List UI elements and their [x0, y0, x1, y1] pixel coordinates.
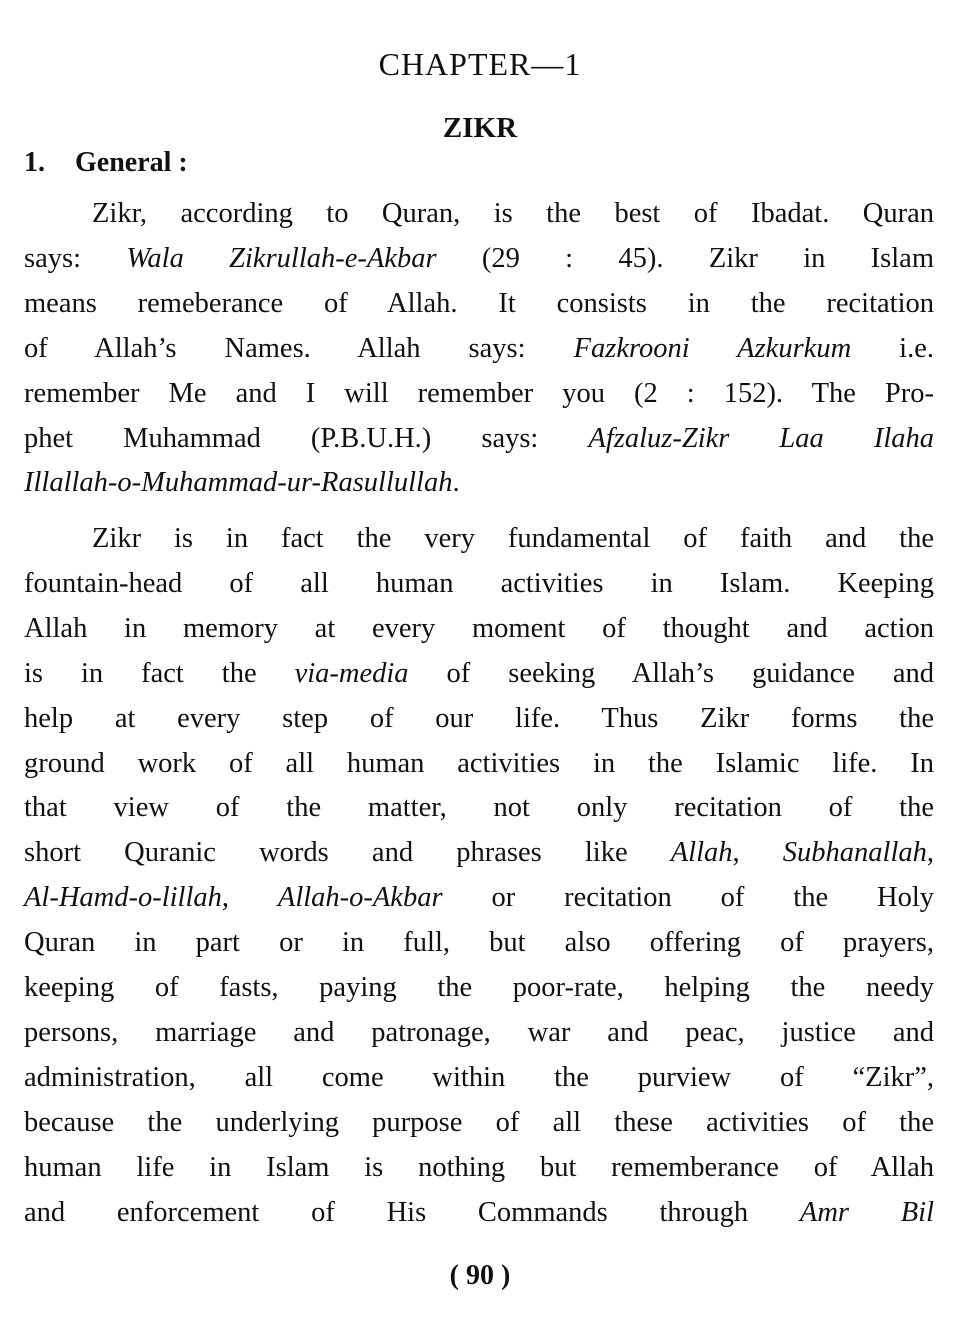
text-line: that view of the matter, not only recitation of the: [24, 792, 934, 824]
text-line: Zikr is in fact the very fundamental of faith and the: [92, 523, 934, 554]
text-line: Illallah-o-Muhammad-ur-Rasullullah.: [24, 467, 460, 499]
text-line: of Allah’s Names. Allah says: Fazkrooni Azkurkum i.e.: [24, 332, 934, 364]
subsection-number: 1.: [24, 147, 45, 178]
text-line: human life in Islam is nothing but rememberance of Allah: [24, 1151, 934, 1183]
text-line: short Quranic words and phrases like Allah, Subhanallah,: [24, 837, 934, 869]
text-line: Zikr, according to Quran, is the best of Ibadat. Quran: [92, 198, 934, 229]
text-line: fountain-head of all human activities in Islam. Keeping: [24, 567, 934, 599]
text-line: phet Muhammad (P.B.U.H.) says: Afzaluz-Zikr Laa Ilaha: [24, 422, 934, 454]
text-line: Al-Hamd-o-lillah, Allah-o-Akbar or recitation of the Holy: [24, 882, 934, 914]
subsection-heading: [24, 147, 188, 179]
chapter-title: CHAPTER—1: [378, 46, 582, 82]
text-line: keeping of fasts, paying the poor-rate, helping the needy: [24, 972, 934, 1004]
text-line: Allah in memory at every moment of thought and action: [24, 612, 934, 644]
section-title: ZIKR: [442, 112, 518, 144]
text-line: and enforcement of His Commands through Amr Bil: [24, 1196, 935, 1228]
text-line: help at every step of our life. Thus Zikr forms the: [24, 702, 934, 734]
text-line: because the underlying purpose of all these activities of the: [24, 1106, 934, 1138]
text-line: says: Wala Zikrullah-e-Akbar (29 : 45). Zikr in Islam: [24, 242, 934, 274]
text-line: administration, all come within the purview of “Zikr”,: [24, 1061, 934, 1093]
paragraph-2: [24, 517, 934, 1236]
paragraph-1: [24, 192, 934, 506]
page-number: ( 90 ): [449, 1260, 511, 1291]
text-line: remember Me and I will remember you (2 : 152). The Pro-: [24, 377, 934, 409]
text-line: ground work of all human activities in the Islamic life. In: [24, 747, 934, 779]
text-line: Quran in part or in full, but also offering of prayers,: [24, 927, 934, 959]
text-line: persons, marriage and patronage, war and peac, justice and: [24, 1016, 934, 1048]
text-line: is in fact the via-media of seeking Allah’s guidance and: [24, 657, 934, 689]
subsection-title: General :: [75, 147, 188, 178]
text-line: means remeberance of Allah. It consists in the recitation: [24, 287, 934, 319]
